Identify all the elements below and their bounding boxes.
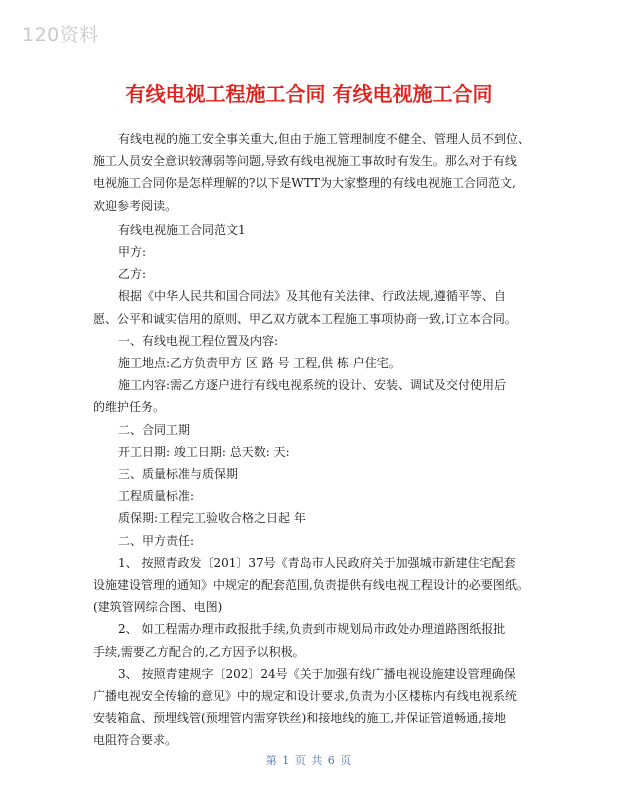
party-a: 甲方: [118,245,147,260]
item-2-line: 2、 如工程需办理市政报批手续,负责到市规划局市政处办理道路图纸报批 [118,622,506,637]
section-1-site: 施工地点:乙方负责甲方 区 路 号 工程,供 栋 户住宅。 [118,356,401,371]
item-1-line: 设施建设管理的通知》中规定的配套范围,负责提供有线电视工程设计的必要图纸。 [93,578,529,593]
party-b: 乙方: [118,267,147,282]
section-3-title: 三、质量标准与质保期 [118,467,239,482]
section-3-warranty: 质保期:工程完工验收合格之日起 年 [118,511,306,526]
contract-heading: 有线电视施工合同范文1 [118,222,246,237]
watermark: 120资料 [22,24,99,46]
intro-line: 施工人员安全意识较薄弱等问题,导致有线电视施工事故时有发生。那么对于有线 [93,154,517,169]
item-3-line: 3、 按照青建规字〔202〕24号《关于加强有线广播电视设施建设管理确保 [118,666,516,681]
document-title: 有线电视工程施工合同 有线电视施工合同 [125,82,493,106]
section-1-title: 一、有线电视工程位置及内容: [118,333,279,348]
basis-line: 愿、公平和诚实信用的原则、甲乙双方就本工程施工事项协商一致,订立本合同。 [93,311,517,326]
basis-line: 根据《中华人民共和国合同法》及其他有关法律、行政法规,遵循平等、自 [118,289,506,304]
item-3-line: 电阻符合要求。 [93,733,178,748]
section-4-title: 二、甲方责任: [118,533,195,548]
section-1-content-line: 的维护任务。 [93,400,166,415]
item-3-line: 广播电视安全传输的意见》中的规定和设计要求,负责为小区楼栋内有线电视系统 [93,689,517,704]
intro-line: 有线电视的施工安全事关重大,但由于施工管理制度不健全、管理人员不到位、 [118,132,530,146]
section-2-dates: 开工日期: 竣工日期: 总天数: 天: [118,444,290,459]
item-1-line: (建筑管网综合图、电图) [93,600,223,615]
intro-paragraph [93,128,533,217]
document-body [93,128,533,752]
section-3-quality: 工程质量标准: [118,489,195,504]
item-3-line: 安装箱盒、预埋线管(预埋管内需穿铁丝)和接地线的施工,并保证管道畅通,接地 [93,711,506,726]
item-1-line: 1、 按照青政发〔201〕37号《青岛市人民政府关于加强城市新建住宅配套 [118,555,516,570]
intro-line: 欢迎参考阅读。 [93,198,178,213]
intro-line: 电视施工合同你是怎样理解的?以下是WTT为大家整理的有线电视施工合同范文, [93,176,516,191]
section-1-content-line: 施工内容:需乙方逐户进行有线电视系统的设计、安装、调试及交付使用后 [118,378,507,393]
page-footer: 第 1 页 共 6 页 [265,754,353,767]
item-2-line: 手续,需要乙方配合的,乙方因予以积极。 [93,644,305,659]
section-2-title: 二、合同工期 [118,422,191,437]
